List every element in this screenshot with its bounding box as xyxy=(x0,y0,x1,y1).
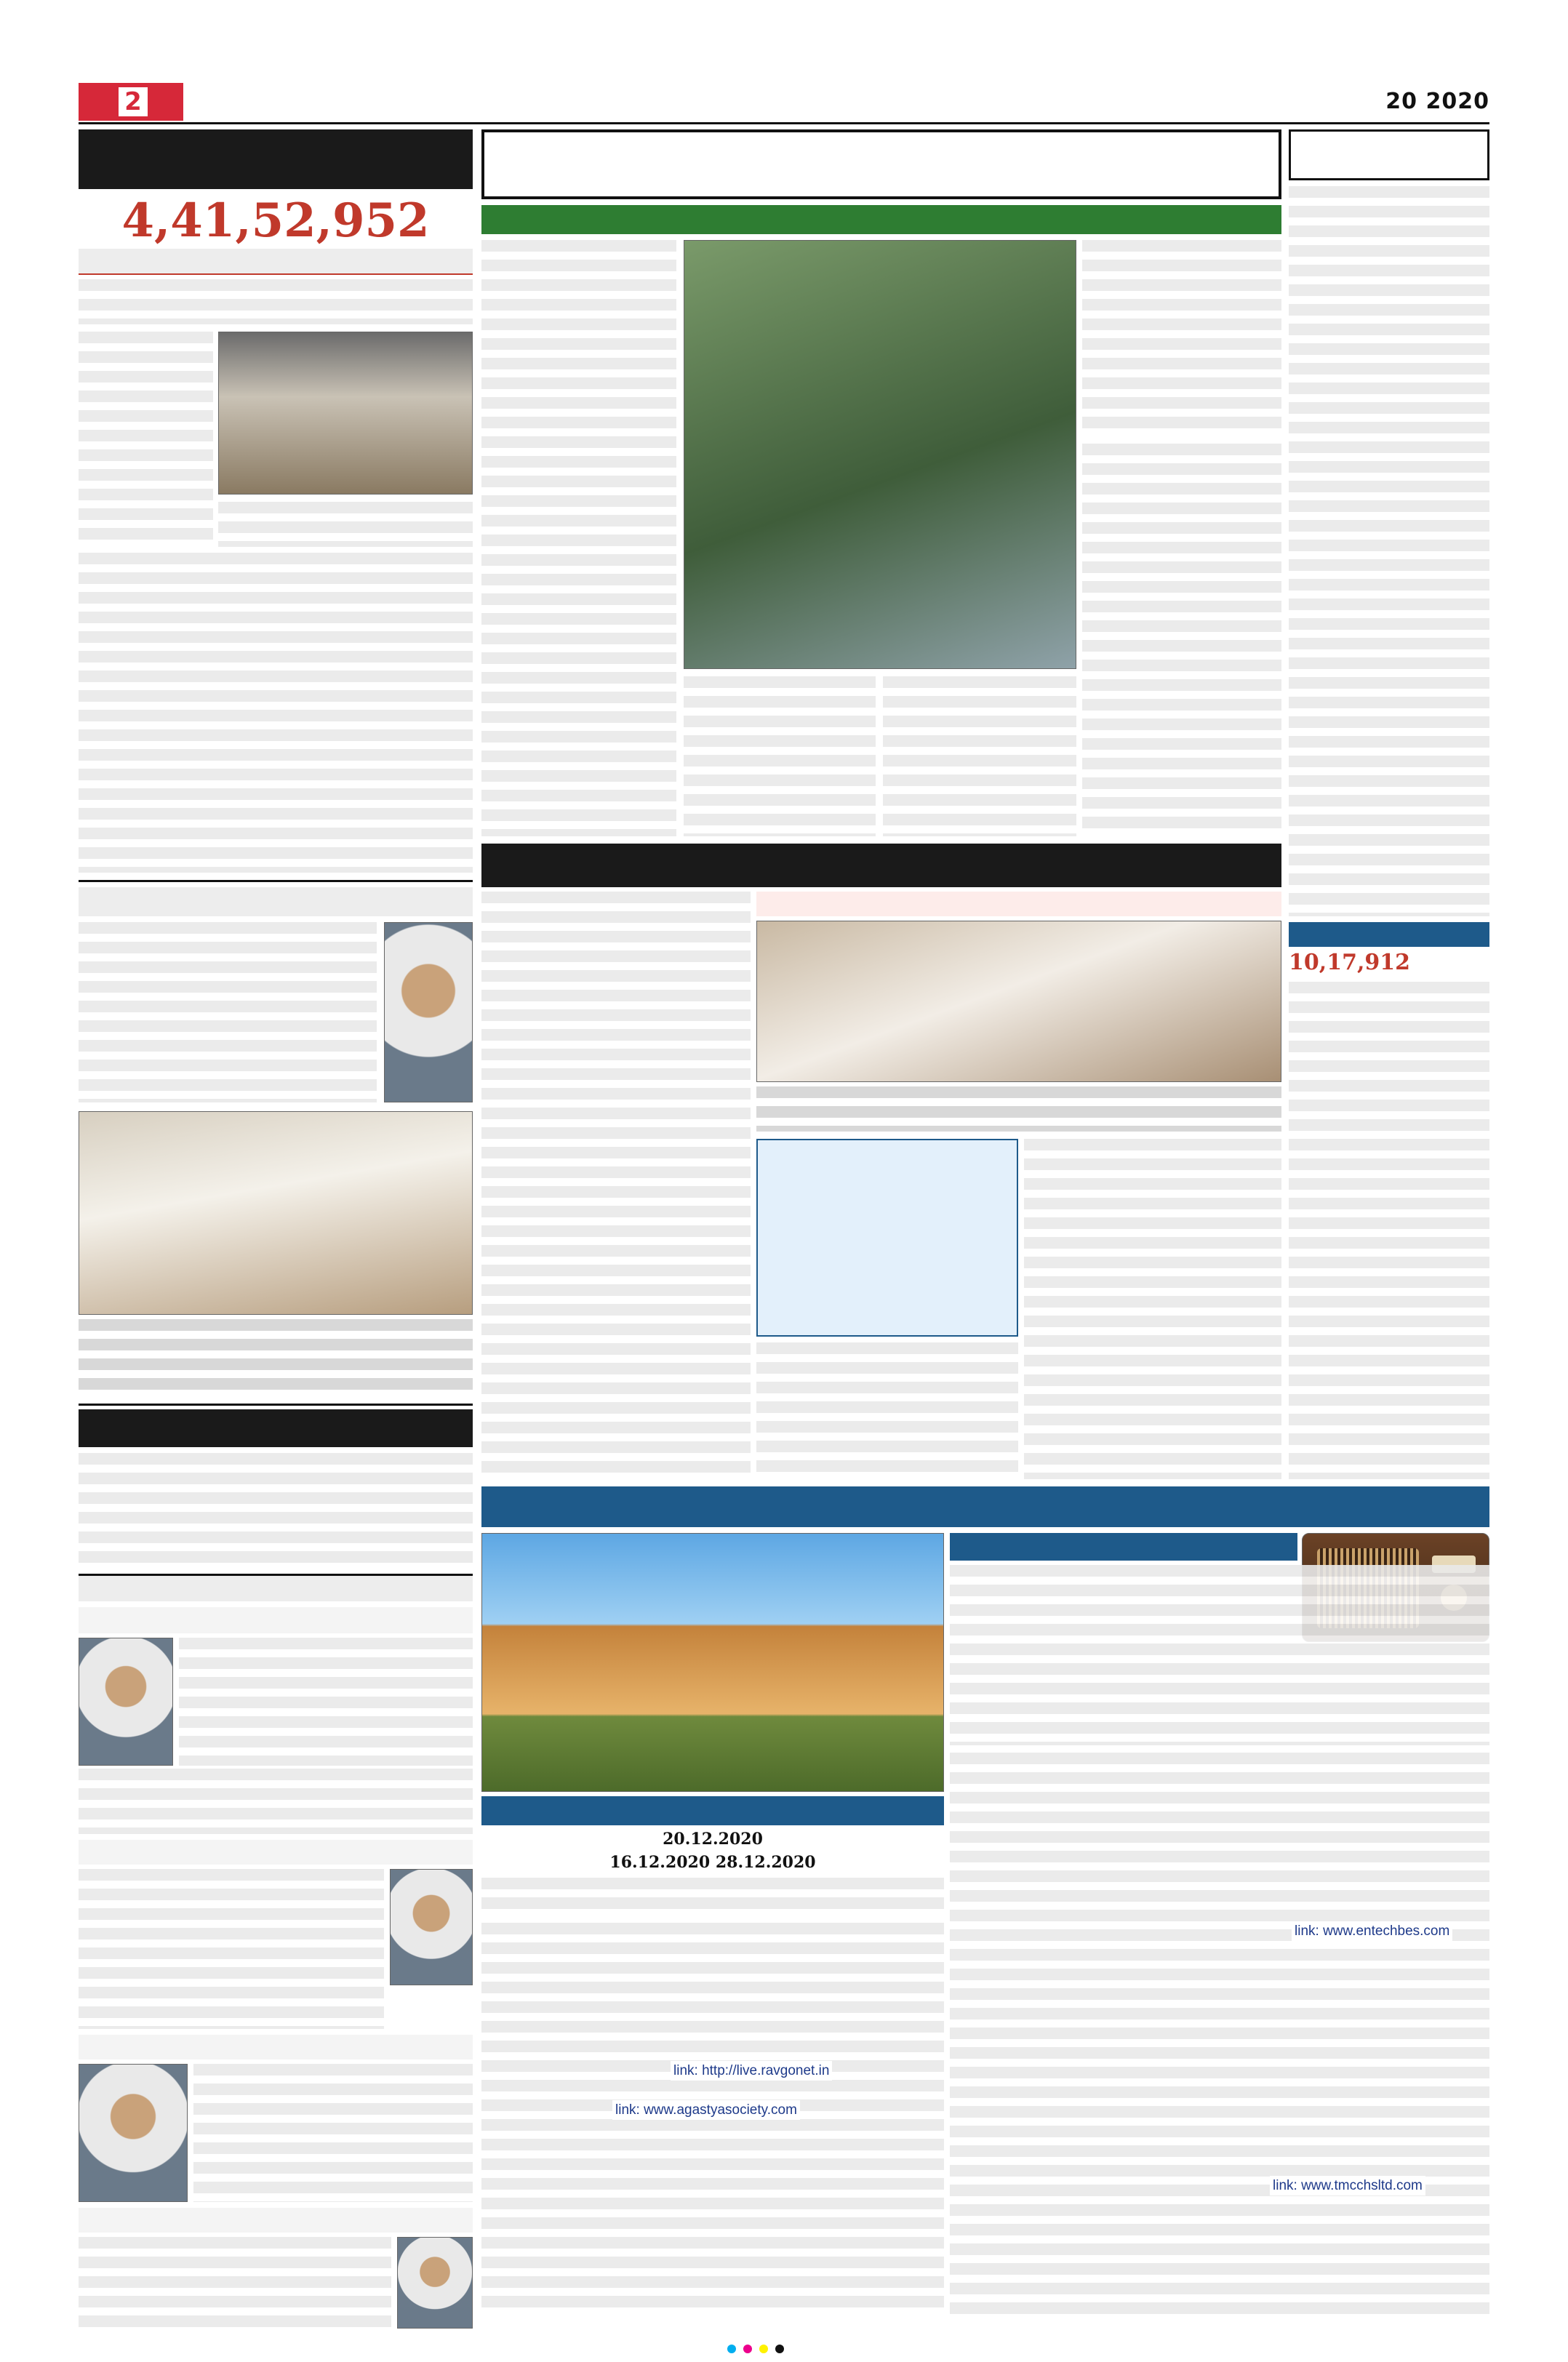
panchanga-line-2: 16.12.2020 28.12.2020 xyxy=(609,1853,816,1872)
event-link-2[interactable]: link: www.agastyasociety.com xyxy=(612,2100,800,2120)
obituary-2-text xyxy=(79,1869,384,2029)
event-link-4[interactable]: link: www.tmcchsltd.com xyxy=(1270,2176,1425,2195)
obituary-1-headline-bar xyxy=(79,1607,473,1633)
obituary-4-photo xyxy=(397,2237,473,2329)
excise-headline-bar xyxy=(1289,922,1489,947)
meeting-photo xyxy=(756,921,1281,1082)
obituary-3-headline-bar xyxy=(79,2035,473,2059)
obituary-1-photo xyxy=(79,1638,173,1766)
main-story-col-3 xyxy=(883,676,1076,836)
events-list-left xyxy=(481,1923,944,2315)
mysore-palace-photo xyxy=(481,1533,944,1792)
excise-story xyxy=(1289,982,1489,1479)
arrest-headline-band xyxy=(79,1409,473,1447)
congress-story-col-2 xyxy=(1024,1139,1281,1479)
main-story-col-1 xyxy=(481,240,676,836)
main-story-col-2 xyxy=(684,676,876,836)
calendar-release-photo xyxy=(79,1111,473,1315)
akashavani-title-bar xyxy=(950,1533,1297,1561)
arrest-story xyxy=(79,1453,473,1566)
left-rule-2 xyxy=(79,1404,473,1406)
left-rule-1 xyxy=(79,880,473,882)
congress-headline-band xyxy=(481,844,1281,887)
main-headline-banner xyxy=(481,129,1281,199)
panchanga-text xyxy=(481,1878,944,1917)
covid-headline-box xyxy=(1289,129,1489,180)
panchanga-line-1: 20.12.2020 xyxy=(663,1830,763,1849)
page-number-box xyxy=(79,83,183,121)
excise-figure: 10,17,912 xyxy=(1289,950,1411,975)
masthead xyxy=(79,83,1489,121)
today-section-banner xyxy=(481,1486,1489,1527)
main-subhead-bar xyxy=(481,205,1281,234)
masthead-rule xyxy=(79,122,1489,124)
panchanga-title-bar xyxy=(481,1796,944,1825)
main-story-col-4 xyxy=(1082,444,1281,836)
obituary-2-photo xyxy=(390,1869,473,1985)
page-number: 2 xyxy=(119,87,148,116)
congress-quote-box xyxy=(756,1139,1018,1337)
left-top-story-b xyxy=(218,502,473,547)
obituary-2-headline-bar xyxy=(79,1840,473,1865)
obituary-1-text-b xyxy=(79,1769,473,1834)
site-inspection-photo xyxy=(684,240,1076,669)
akashavani-text xyxy=(950,1565,1489,1745)
left-top-story-a xyxy=(79,332,213,547)
registration-marks-bottom xyxy=(727,2345,844,2355)
obituary-3-photo xyxy=(79,2064,188,2202)
birthday-portrait-photo xyxy=(384,922,473,1102)
date-line: 20 2020 xyxy=(1385,89,1489,114)
obituary-4-text xyxy=(79,2237,391,2329)
event-link-1[interactable]: link: http://live.ravgonet.in xyxy=(671,2061,832,2081)
obituary-label-bar xyxy=(79,1574,473,1601)
events-list-right xyxy=(950,1753,1489,2315)
birthday-headline-bar xyxy=(79,887,473,916)
left-top-story-c xyxy=(79,553,473,873)
congress-subhead-bar xyxy=(756,892,1281,916)
house-photo xyxy=(218,332,473,495)
calendar-release-caption xyxy=(79,1319,473,1398)
congress-story-col-1 xyxy=(481,892,751,1479)
main-photo-overlay-text xyxy=(1082,240,1281,436)
meeting-caption xyxy=(756,1086,1281,1132)
left-top-intro xyxy=(79,279,473,324)
birthday-story xyxy=(79,922,377,1102)
covid-story xyxy=(1289,186,1489,916)
obituary-3-text xyxy=(193,2064,473,2202)
congress-story-col-3 xyxy=(756,1342,1018,1479)
left-top-kicker-bar xyxy=(79,249,473,275)
left-top-headline-band xyxy=(79,129,473,189)
left-top-amount: 4,41,52,952 xyxy=(121,193,430,248)
obituary-1-text xyxy=(179,1638,473,1766)
obituary-4-headline-bar xyxy=(79,2208,473,2233)
event-link-3[interactable]: link: www.entechbes.com xyxy=(1292,1921,1452,1941)
